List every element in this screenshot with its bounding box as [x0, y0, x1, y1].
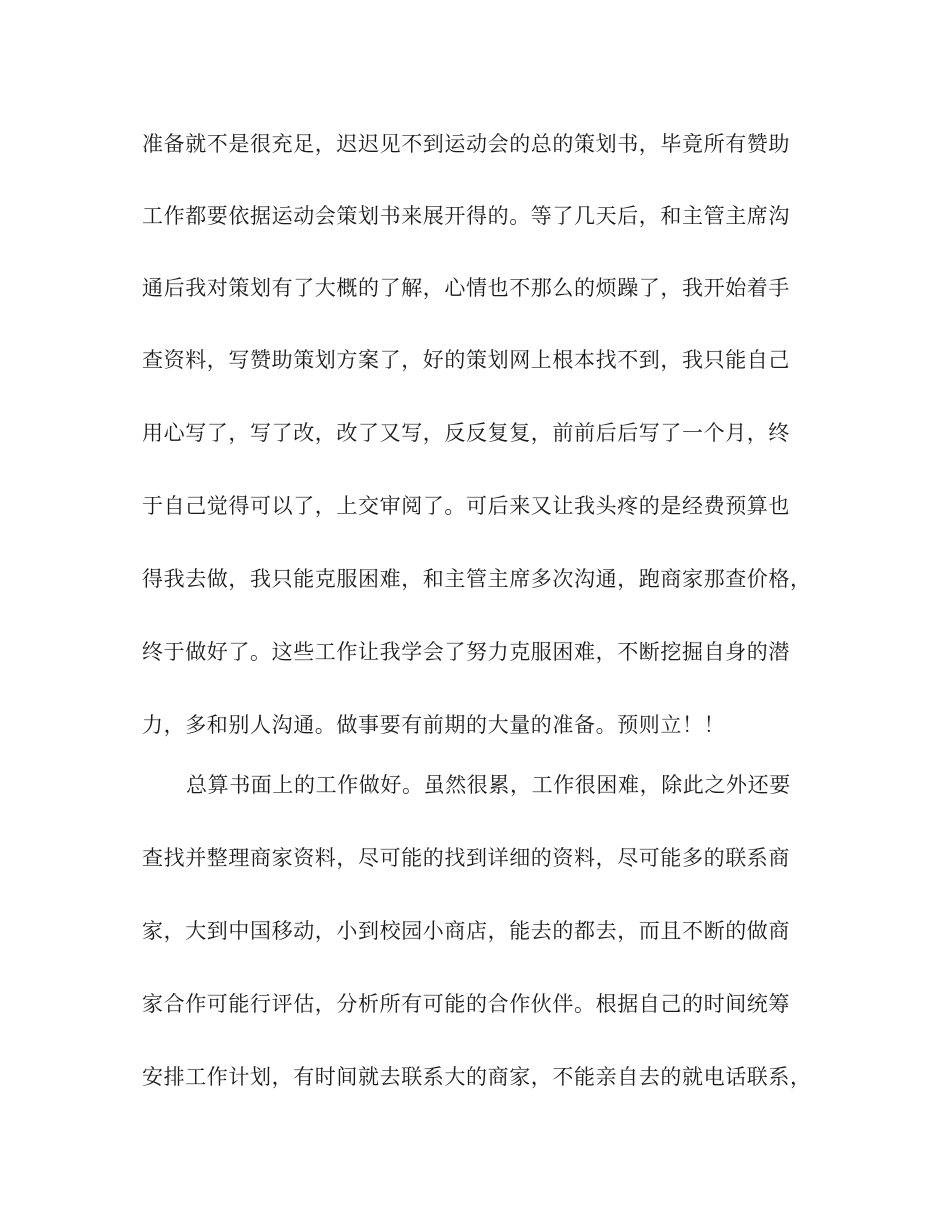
text-line-11: 查找并整理商家资料，尽可能的找到详细的资料，尽可能多的联系商	[142, 846, 790, 870]
text-line-9: 力，多和别人沟通。做事要有前期的大量的准备。预则立！！	[142, 713, 726, 737]
text-line-1: 准备就不是很充足，迟迟见不到运动会的总的策划书，毕竟所有赞助	[142, 132, 790, 156]
text-line-13: 家合作可能行评估，分析所有可能的合作伙伴。根据自己的时间统筹	[142, 992, 790, 1016]
text-line-7: 得我去做，我只能克服困难，和主管主席多次沟通，跑商家那查价格，	[142, 567, 812, 591]
paragraph-indent-line: 总算书面上的工作做好。虽然很累，工作很困难，除此之外还要	[186, 773, 791, 797]
text-line-2: 工作都要依据运动会策划书来展开得的。等了几天后，和主管主席沟	[142, 204, 790, 228]
text-line-6: 于自己觉得可以了，上交审阅了。可后来又让我头疼的是经费预算也	[142, 494, 790, 518]
text-line-8: 终于做好了。这些工作让我学会了努力克服困难，不断挖掘自身的潜	[142, 640, 790, 664]
text-line-3: 通后我对策划有了大概的了解，心情也不那么的烦躁了，我开始着手	[142, 276, 790, 300]
text-line-14: 安排工作计划，有时间就去联系大的商家，不能亲自去的就电话联系，	[142, 1065, 812, 1089]
text-line-4: 查资料，写赞助策划方案了，好的策划网上根本找不到，我只能自己	[142, 348, 790, 372]
text-line-12: 家，大到中国移动，小到校园小商店，能去的都去，而且不断的做商	[142, 919, 790, 943]
text-line-5: 用心写了，写了改，改了又写，反反复复，前前后后写了一个月，终	[142, 421, 790, 445]
